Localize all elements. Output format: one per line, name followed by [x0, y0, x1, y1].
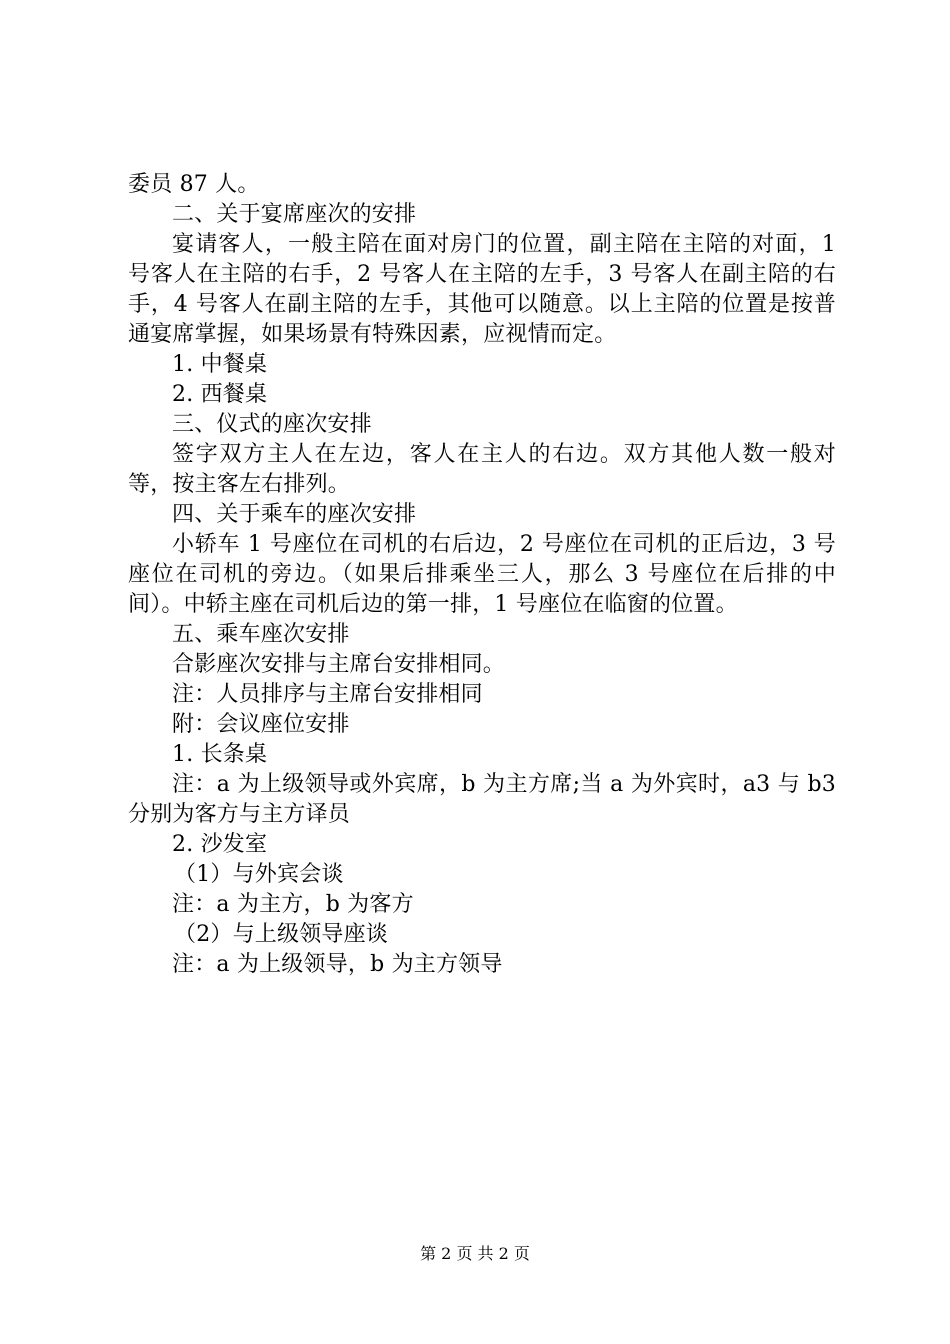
body-text-line: 委员 87 人。: [128, 172, 260, 197]
body-paragraph: 小轿车 1 号座位在司机的右后边，2 号座位在司机的正后边，3 号座位在司机的旁边。（如果后排乘坐三人，那么 3 号座位在后排的中间）。中轿主座在司机后边的第一排，1 号座位在临窗的位置。: [128, 532, 836, 617]
sub-list-item: （1）与外宾会谈: [174, 862, 344, 887]
note-paragraph: 注：a 为上级领导或外宾席，b 为主方席;当 a 为外宾时，a3 与 b3 分别为客方与主方译员: [128, 772, 836, 827]
list-item: 2. 沙发室: [172, 832, 268, 857]
page-number-footer: 第 2 页 共 2 页: [420, 1244, 530, 1263]
section-heading: 五、乘车座次安排: [172, 622, 350, 647]
body-paragraph: 宴请客人，一般主陪在面对房门的位置，副主陪在主陪的对面，1 号客人在主陪的右手，2 号客人在主陪的左手，3 号客人在副主陪的右手，4 号客人在副主陪的左手，其他可以随意。以上主陪的位置是按普通宴席掌握，如果场景有特殊因素，应视情而定。: [128, 232, 836, 347]
note-line: 注：a 为主方，b 为客方: [172, 892, 414, 917]
body-paragraph: 签字双方主人在左边，客人在主人的右边。双方其他人数一般对等，按主客左右排列。: [128, 442, 836, 497]
body-paragraph: 合影座次安排与主席台安排相同。: [172, 652, 506, 677]
list-item: 1. 长条桌: [172, 742, 268, 767]
section-heading: 四、关于乘车的座次安排: [172, 502, 417, 527]
note-line: 注：a 为上级领导，b 为主方领导: [172, 952, 503, 977]
document-body: [128, 170, 836, 980]
section-heading: 三、仪式的座次安排: [172, 412, 372, 437]
appendix-heading: 附：会议座位安排: [172, 712, 350, 737]
note-line: 注：人员排序与主席台安排相同: [172, 682, 483, 707]
section-heading: 二、关于宴席座次的安排: [172, 202, 417, 227]
list-item: 1. 中餐桌: [172, 352, 268, 377]
list-item: 2. 西餐桌: [172, 382, 268, 407]
sub-list-item: （2）与上级领导座谈: [174, 922, 388, 947]
